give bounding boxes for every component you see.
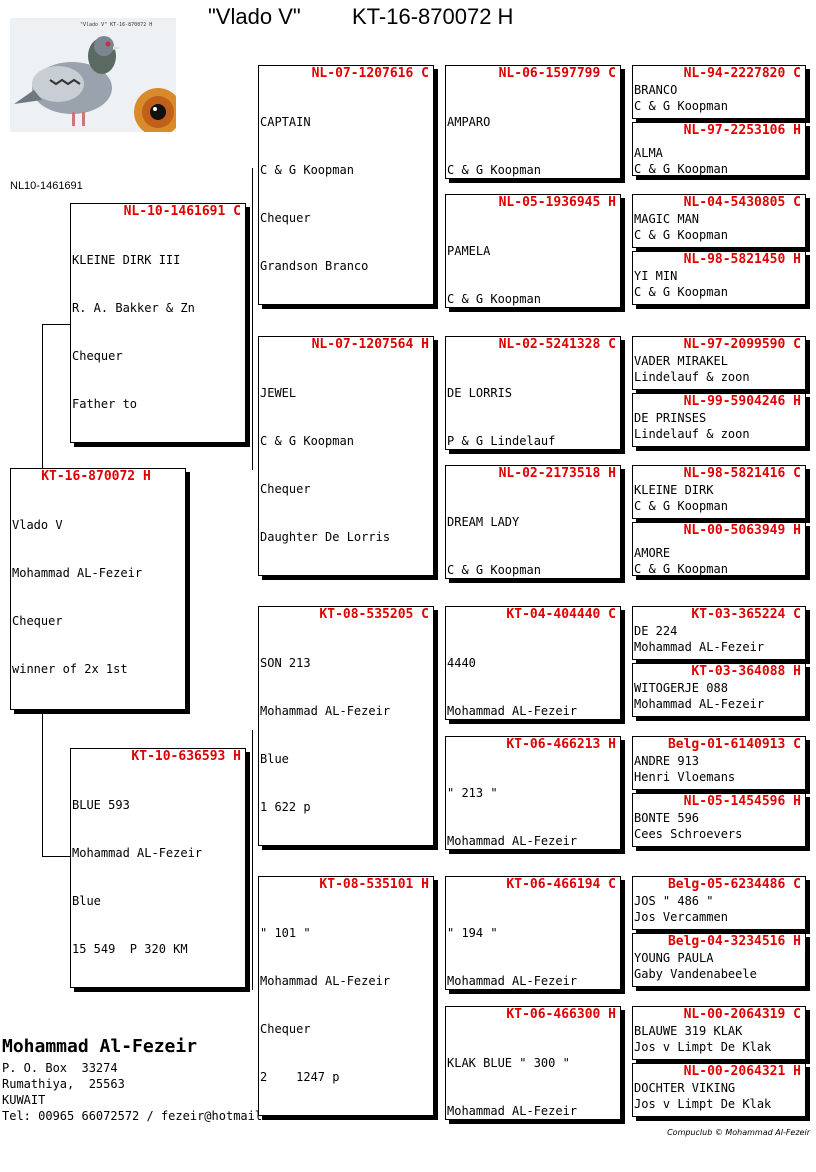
line: " 213 " (447, 786, 498, 800)
line: ALMA (634, 146, 663, 160)
line: AMORE (634, 546, 671, 560)
connector-gp2 (252, 336, 253, 470)
gggp-card-12[interactable] (632, 793, 806, 847)
line: Blue (72, 894, 101, 908)
line: Mohammad AL-Fezeir (634, 697, 765, 711)
gggp-ring: Belg-05-6234486 C (667, 877, 801, 892)
dam-card[interactable] (70, 748, 246, 988)
line: C & G Koopman (634, 499, 728, 513)
gggp-details (633, 1023, 805, 1055)
great-grandparent-card-4[interactable] (445, 465, 621, 579)
footer-credit: Compuclub © Mohammad Al-Fezeir (667, 1128, 810, 1137)
sire-ring: NL-10-1461691 C (123, 204, 241, 219)
line: Lindelauf & zoon (634, 427, 750, 441)
line: YI MIN (634, 269, 678, 283)
line: CAPTAIN (260, 115, 311, 129)
line: AMPARO (447, 115, 491, 129)
dam-details (71, 765, 245, 988)
gggp-details (633, 680, 805, 712)
line: BLAUWE 319 KLAK (634, 1024, 743, 1038)
ggp-details (446, 1023, 620, 1120)
ggp-ring: NL-02-5241328 C (498, 337, 616, 352)
line: C & G Koopman (447, 563, 541, 577)
gggp-details (633, 268, 805, 300)
line: Mohammad AL-Fezeir (72, 846, 203, 860)
gp3-details (259, 623, 433, 846)
line: C & G Koopman (260, 163, 354, 177)
gggp-details (633, 211, 805, 243)
sire-card[interactable] (70, 203, 246, 443)
line: Lindelauf & zoon (634, 370, 750, 384)
ggp-details (446, 623, 620, 720)
line: KLAK BLUE " 300 " (447, 1056, 570, 1070)
line: Henri Vloemans (634, 770, 736, 784)
subject-details (11, 485, 185, 710)
gggp-card-16[interactable] (632, 1063, 806, 1117)
great-grandparent-card-1[interactable] (445, 65, 621, 179)
line: Chequer (260, 482, 311, 496)
line: 15 549 P 320 KM (72, 942, 188, 956)
gp4-ring: KT-08-535101 H (319, 877, 429, 892)
line: PAMELA (447, 244, 491, 258)
gggp-card-1[interactable] (632, 65, 806, 119)
line: winner of 2x 1st (12, 662, 128, 676)
line: Chequer (260, 1022, 311, 1036)
gggp-details (633, 950, 805, 982)
gggp-ring: NL-99-5904246 H (683, 394, 801, 409)
gggp-card-6[interactable] (632, 393, 806, 447)
gggp-ring: NL-97-2253106 H (683, 123, 801, 138)
gggp-ring: NL-00-2064319 C (683, 1007, 801, 1022)
ggp-ring: KT-06-466300 H (506, 1007, 616, 1022)
ggp-ring: NL-02-2173518 H (498, 466, 616, 481)
gggp-card-2[interactable] (632, 122, 806, 176)
ggp-details (446, 482, 620, 579)
gggp-details (633, 623, 805, 655)
line: " 101 " (260, 926, 311, 940)
line: WITOGERJE 088 (634, 681, 728, 695)
gggp-card-4[interactable] (632, 251, 806, 305)
line: 2 1247 p (260, 1070, 340, 1084)
gp3-ring: KT-08-535205 C (319, 607, 429, 622)
gggp-details (633, 545, 805, 576)
great-grandparent-card-5[interactable] (445, 606, 621, 720)
gggp-ring: NL-94-2227820 C (683, 66, 801, 81)
gggp-details (633, 1080, 805, 1112)
gggp-details (633, 753, 805, 785)
gggp-card-8[interactable] (632, 522, 806, 576)
subject-ring: KT-16-870072 H (41, 469, 151, 484)
gggp-ring: KT-03-364088 H (691, 664, 801, 679)
line: Mohammad AL-Fezeir (260, 704, 391, 718)
line: KLEINE DIRK (634, 483, 714, 497)
gp1-ring: NL-07-1207616 C (311, 66, 429, 81)
line: DE 224 (634, 624, 678, 638)
owner-name: Mohammad Al-Fezeir (2, 1036, 198, 1057)
line: Vlado V (12, 518, 63, 532)
line: BLUE 593 (72, 798, 130, 812)
gp4-details (259, 893, 433, 1116)
gggp-card-14[interactable] (632, 933, 806, 987)
line: C & G Koopman (634, 228, 728, 242)
connector-gp4 (252, 840, 253, 990)
ggp-ring: NL-05-1936945 H (498, 195, 616, 210)
line: VADER MIRAKEL (634, 354, 728, 368)
connector-gp1 (252, 168, 253, 336)
gggp-card-13[interactable] (632, 876, 806, 930)
line: R. A. Bakker & Zn (72, 301, 195, 315)
gggp-details (633, 810, 805, 842)
gggp-details (633, 145, 805, 176)
line: Mohammad AL-Fezeir (447, 704, 578, 718)
connector-sire (42, 324, 43, 470)
ggp-ring: KT-06-466213 H (506, 737, 616, 752)
address-line: KUWAIT (2, 1093, 46, 1107)
ggp-ring: KT-06-466194 C (506, 877, 616, 892)
gggp-ring: KT-03-365224 C (691, 607, 801, 622)
pigeon-name-title: "Vlado V" (208, 4, 301, 29)
ggp-details (446, 82, 620, 179)
gp2-details (259, 353, 433, 576)
line: Chequer (260, 211, 311, 225)
gggp-card-15[interactable] (632, 1006, 806, 1060)
ggp-details (446, 211, 620, 308)
line: DOCHTER VIKING (634, 1081, 736, 1095)
gp1-details (259, 82, 433, 305)
pigeon-illustration (10, 18, 176, 132)
great-grandparent-card-7[interactable] (445, 876, 621, 990)
line: YOUNG PAULA (634, 951, 714, 965)
grandparent-card-1[interactable] (258, 65, 434, 305)
line: JOS " 486 " (634, 894, 714, 908)
address-line: Rumathiya, 25563 (2, 1077, 125, 1091)
gggp-ring: NL-00-2064321 H (683, 1064, 801, 1079)
gggp-ring: Belg-04-3234516 H (667, 934, 801, 949)
gggp-details (633, 410, 805, 442)
line: Mohammad AL-Fezeir (447, 1104, 578, 1118)
gggp-details (633, 893, 805, 925)
line: Chequer (72, 349, 123, 363)
line: BONTE 596 (634, 811, 700, 825)
line: " 194 " (447, 926, 498, 940)
great-grandparent-card-3[interactable] (445, 336, 621, 450)
gggp-card-3[interactable] (632, 194, 806, 248)
line: Jos v Limpt De Klak (634, 1097, 772, 1111)
line: Mohammad AL-Fezeir (447, 834, 578, 848)
ggp-ring: KT-04-404440 C (506, 607, 616, 622)
connector-dam (42, 712, 43, 856)
gggp-card-9[interactable] (632, 606, 806, 660)
line: BRANCO (634, 83, 678, 97)
line: Grandson Branco (260, 259, 369, 273)
line (12, 709, 185, 710)
gggp-details (633, 482, 805, 514)
line: Father to (72, 397, 138, 411)
grandparent-card-2[interactable] (258, 336, 434, 576)
great-grandparent-card-8[interactable] (445, 1006, 621, 1120)
great-grandparent-card-2[interactable] (445, 194, 621, 308)
pigeon-photo (10, 18, 176, 132)
subject-card[interactable] (10, 468, 186, 710)
gggp-ring: NL-98-5821416 C (683, 466, 801, 481)
great-grandparent-card-6[interactable] (445, 736, 621, 850)
line: KLEINE DIRK III (72, 253, 181, 267)
line: Blue (260, 752, 289, 766)
line: Mohammad AL-Fezeir (260, 974, 391, 988)
gggp-card-5[interactable] (632, 336, 806, 390)
ggp-details (446, 753, 620, 850)
gggp-ring: NL-05-1454596 H (683, 794, 801, 809)
line: DE PRINSES (634, 411, 707, 425)
gggp-ring: Belg-01-6140913 C (667, 737, 801, 752)
line: C & G Koopman (447, 292, 541, 306)
line: 4440 (447, 656, 476, 670)
line: C & G Koopman (634, 285, 728, 299)
line: Jos Vercammen (634, 910, 728, 924)
pigeon-ring-title: KT-16-870072 H (352, 4, 514, 29)
address-line: P. O. Box 33274 (2, 1061, 118, 1075)
ggp-details (446, 353, 620, 450)
gggp-ring: NL-04-5430805 C (683, 195, 801, 210)
top-ring-label: NL10-1461691 (10, 180, 83, 192)
gggp-details (633, 353, 805, 385)
ggp-details (446, 893, 620, 990)
line: MAGIC MAN (634, 212, 700, 226)
connector-gp3 (252, 730, 253, 840)
grandparent-card-3[interactable] (258, 606, 434, 846)
line: P & G Lindelauf (447, 434, 556, 448)
line: Cees Schroevers (634, 827, 743, 841)
line: Daughter De Lorris (260, 530, 391, 544)
photo-caption: "Vlado V" KT-16-870072 H (80, 22, 153, 28)
grandparent-card-4[interactable] (258, 876, 434, 1116)
gggp-ring: NL-00-5063949 H (683, 523, 801, 538)
line: C & G Koopman (634, 162, 728, 176)
owner-address (2, 1060, 269, 1124)
contact-line: Tel: 00965 66072572 / fezeir@hotmail. (2, 1109, 270, 1123)
gp2-ring: NL-07-1207564 H (311, 337, 429, 352)
gggp-card-7[interactable] (632, 465, 806, 519)
line: Gaby Vandenabeele (634, 967, 757, 981)
ggp-ring: NL-06-1597799 C (498, 66, 616, 81)
line: Mohammad AL-Fezeir (634, 640, 765, 654)
line: Mohammad AL-Fezeir (12, 566, 143, 580)
gggp-card-10[interactable] (632, 663, 806, 717)
line: DREAM LADY (447, 515, 520, 529)
connector-sire-h (42, 324, 70, 325)
line: Mohammad AL-Fezeir (447, 974, 578, 988)
line: JEWEL (260, 386, 297, 400)
line: DE LORRIS (447, 386, 513, 400)
gggp-card-11[interactable] (632, 736, 806, 790)
gggp-ring: NL-97-2099590 C (683, 337, 801, 352)
line: Chequer (12, 614, 63, 628)
line: C & G Koopman (634, 99, 728, 113)
line: SON 213 (260, 656, 311, 670)
line: C & G Koopman (634, 562, 728, 576)
line: C & G Koopman (447, 163, 541, 177)
gggp-ring: NL-98-5821450 H (683, 252, 801, 267)
dam-ring: KT-10-636593 H (131, 749, 241, 764)
gggp-details (633, 82, 805, 114)
line: Jos v Limpt De Klak (634, 1040, 772, 1054)
line: ANDRE 913 (634, 754, 700, 768)
sire-details (71, 220, 245, 443)
connector-dam-h (42, 856, 70, 857)
line: 1 622 p (260, 800, 311, 814)
line: C & G Koopman (260, 434, 354, 448)
